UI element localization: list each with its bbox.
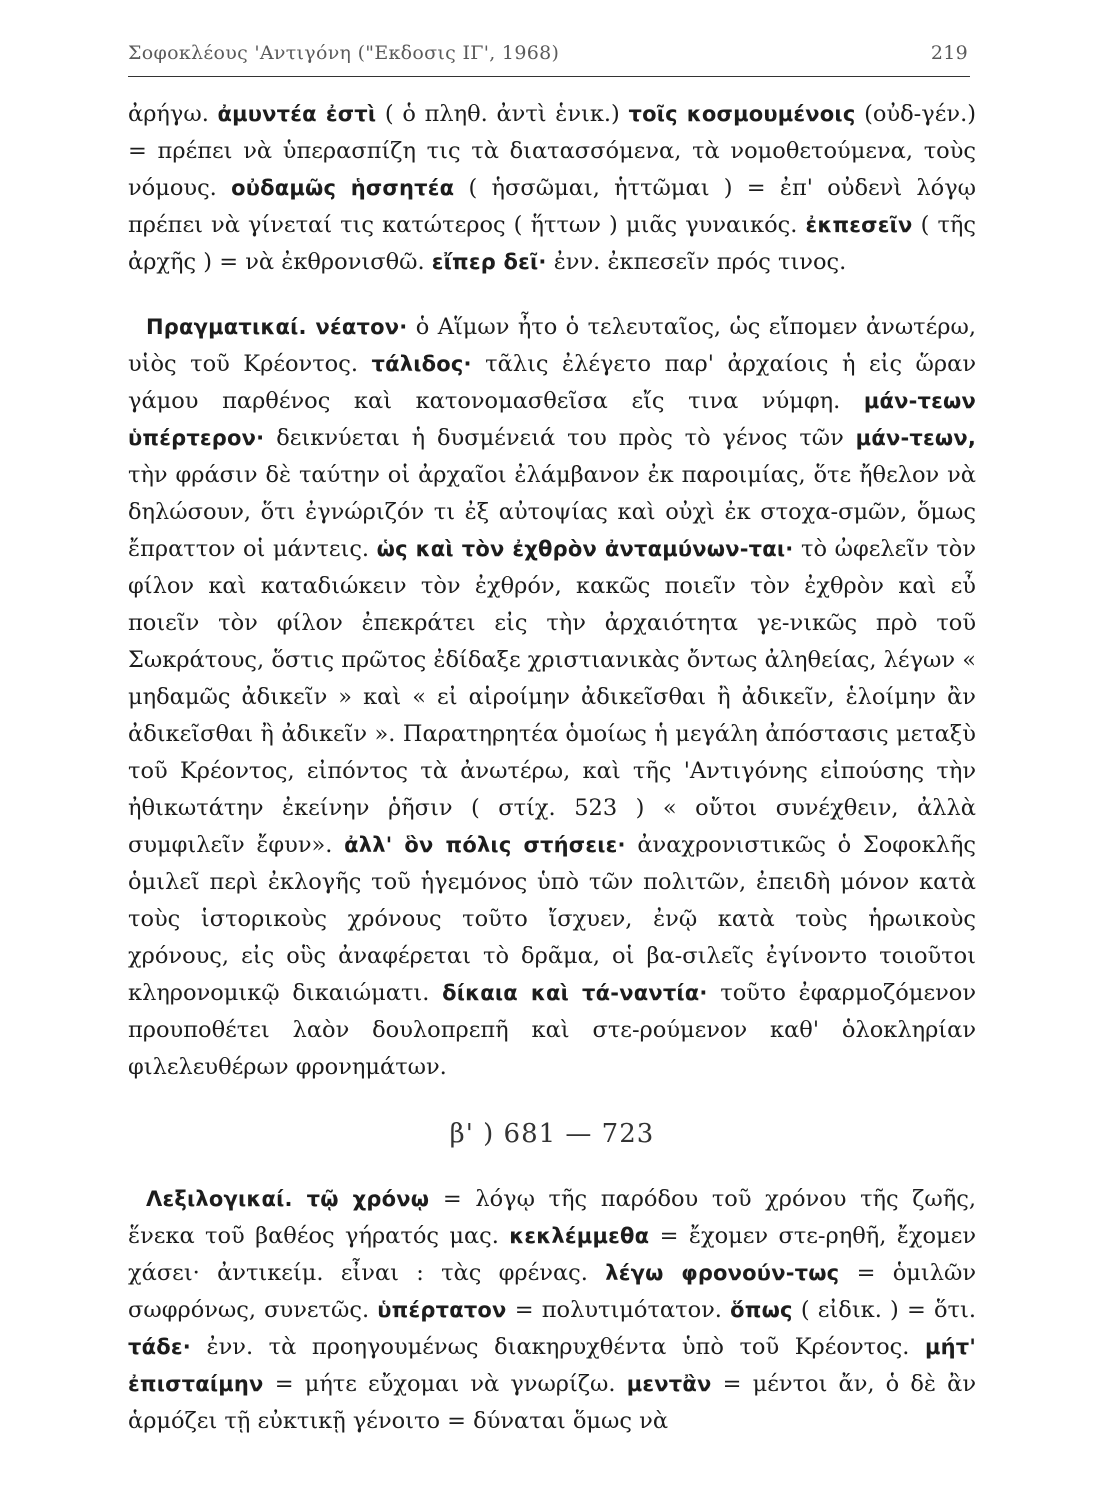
lemma: τάδε· [128,1335,191,1359]
lemma: τοῖς κοσμουμένοις [628,102,856,126]
paragraph-pragmatikai [128,309,976,1086]
lemma: τάλιδος· [371,352,472,376]
text-run: = λόγῳ τῆς παρόδου τοῦ χρόνου τῆς ζωῆς, ἕνεκα τοῦ βαθέος γήρατός μας. [128,1186,977,1249]
text-run: τοῦτο ἐφαρμοζόμενον προυποθέτει λαὸν δουλοπρεπῆ καὶ στε-ρούμενον καθ' ὁλοκληρίαν φιλελευθέρων φρονημάτων. [128,980,976,1080]
text-run: = πολυτιμότατον. [506,1297,731,1323]
text-run: ἀναχρονιστικῶς ὁ Σοφοκλῆς ὁμιλεῖ περὶ ἐκλογῆς τοῦ ἡγεμόνος ὑπὸ τῶν πολιτῶν, ἐπειδὴ μόνον κατὰ τοὺς ἱστορικοὺς χρόνους τοῦτο ἴσχυεν, ἐνῷ κατὰ τοὺς ἡρωικοὺς χρόνους, εἰς οὓς ἀναφέρεται τὸ δρᾶμα, οἱ βα-σιλεῖς ἐγίνοντο τοιοῦτοι κληρονομικῷ δικαιώματι. [128,832,977,1006]
lemma: ἀμυντέα ἐστὶ [217,102,377,126]
header-title: Σοφοκλέους 'Αντιγόνη ("Εκδοσις ΙΓ', 1968) [128,42,560,64]
main-text [128,96,976,1440]
lemma: κεκλέμμεθα [509,1224,650,1248]
running-header [128,36,970,77]
text-run: δεικνύεται ἡ δυσμένειά του πρὸς τὸ γένος τῶν [264,425,856,451]
section-heading-lemma: Λεξιλογικαί. τῷ χρόνῳ [146,1187,430,1211]
lemma: μάν-τεων, [855,426,976,450]
text-run: (οὐδ-γέν.) = πρέπει νὰ ὑπερασπίζη τις τὰ διατασσόμενα, τὰ νομοθετούμενα, τοὺς νόμους. [128,101,976,201]
lemma: ἀλλ' ὃν πόλις στήσειε· [344,833,626,857]
text-run: ( εἰδικ. ) = ὅτι. [792,1297,976,1323]
lemma: δίκαια καὶ τά-ναντία· [442,981,708,1005]
lemma: μεντἂν [626,1372,712,1396]
lemma: λέγω φρονούν-τως [605,1261,840,1285]
lemma: ὡς καὶ τὸν ἐχθρὸν ἀνταμύνων-ται· [376,537,794,561]
text-run: τᾶλις ἐλέγετο παρ' ἀρχαίοις ἡ εἰς ὥραν γάμου παρθένος καὶ κατονομασθεῖσα εἴς τινα νύμφη. [128,351,976,414]
paragraph-gap [128,281,976,309]
text-run: ( τῆς ἀρχῆς ) = νὰ ἐκθρονισθῶ. [128,212,976,275]
text-run: ( ὁ πληθ. ἀντὶ ἑνικ.) [376,101,629,127]
text-run: τὸ ὠφελεῖν τὸν φίλον καὶ καταδιώκειν τὸν ἐχθρόν, κακῶς ποιεῖν τὸν ἐχθρὸν καὶ εὖ ποιεῖν τὸν φίλον ἐπεκράτει εἰς τὴν ἀρχαιότητα γε-νικῶς πρὸ τοῦ Σωκράτους, ὅστις πρῶτος ἐδίδαξε χριστιανικὰς ὄντως ἀληθείας, λέγων « μηδαμῶς ἀδικεῖν » καὶ « εἰ αἱροίμην ἀδικεῖσθαι ἢ ἀδικεῖν, ἑλοίμην ἂν ἀδικεῖσθαι ἢ ἀδικεῖν ». Παρατηρητέα ὁμοίως ἡ μεγάλη ἀπόστασις μεταξὺ τοῦ Κρέοντος, εἰπόντος τὰ ἀνωτέρω, καὶ τῆς 'Αντιγόνης εἰπούσης τὴν ἠθικωτάτην ἐκείνην ῥῆσιν ( στίχ. 523 ) « οὔτοι συνέχθειν, ἀλλὰ συμφιλεῖν ἔφυν». [128,536,977,858]
text-run: ἐνν. ἐκπεσεῖν πρός τινος. [546,249,847,275]
text-run: ( ἡσσῶμαι, ἡττῶμαι ) = ἐπ' οὐδενὶ λόγῳ πρέπει νὰ γίνεταί τις κατώτερος ( ἥττων ) μιᾶς γυναικός. [128,175,977,238]
lemma: οὐδαμῶς ἡσσητέα [231,176,455,200]
paragraph-notes-continued [128,96,976,281]
lemma: ἐκπεσεῖν [805,213,913,237]
text-run: ἀρήγω. [128,101,218,127]
text-run: τὴν φράσιν δὲ ταύτην οἱ ἀρχαῖοι ἐλάμβανον ἐκ παροιμίας, ὅτε ἤθελον νὰ δηλώσουν, ὅτι ἐγνώριζόν τι ἐξ αὐτοψίας καὶ οὐχὶ ἐκ στοχα-σμῶν, ὅμως ἔπραττον οἱ μάντεις. [128,462,976,562]
lemma: εἴπερ δεῖ· [431,250,547,274]
lemma: ὑπέρτατον [377,1298,507,1322]
section-title: β' ) 681 — 723 [449,1119,655,1149]
text-run: = ὁμιλῶν σωφρόνως, συνετῶς. [128,1260,976,1323]
lemma: ὅπως [730,1298,793,1322]
lemma: μάν-τεων ὑπέρτερον· [128,389,976,450]
text-run: ἐνν. τὰ προηγουμένως διακηρυχθέντα ὑπὸ τοῦ Κρέοντος. [190,1334,925,1360]
text-run: = μήτε εὔχομαι νὰ γνωρίζω. [263,1371,627,1397]
paragraph-lexilogikai [128,1181,976,1440]
lemma: μήτ' ἐπισταίμην [128,1335,976,1396]
page-number: 219 [930,42,968,64]
text-run: ὁ Αἵμων ἦτο ὁ τελευταῖος, ὡς εἴπομεν ἀνωτέρω, υἱὸς τοῦ Κρέοντος. [128,314,976,377]
section-heading-lemma: Πραγματικαί. νέατον· [146,315,408,339]
text-run: = ἔχομεν στε-ρηθῆ, ἔχομεν χάσει· ἀντικείμ. εἶναι : τὰς φρένας. [128,1223,976,1286]
text-run: = μέντοι ἄν, ὁ δὲ ἂν ἁρμόζει τῇ εὐκτικῇ γένοιτο = δύναται ὅμως νὰ [128,1371,976,1434]
